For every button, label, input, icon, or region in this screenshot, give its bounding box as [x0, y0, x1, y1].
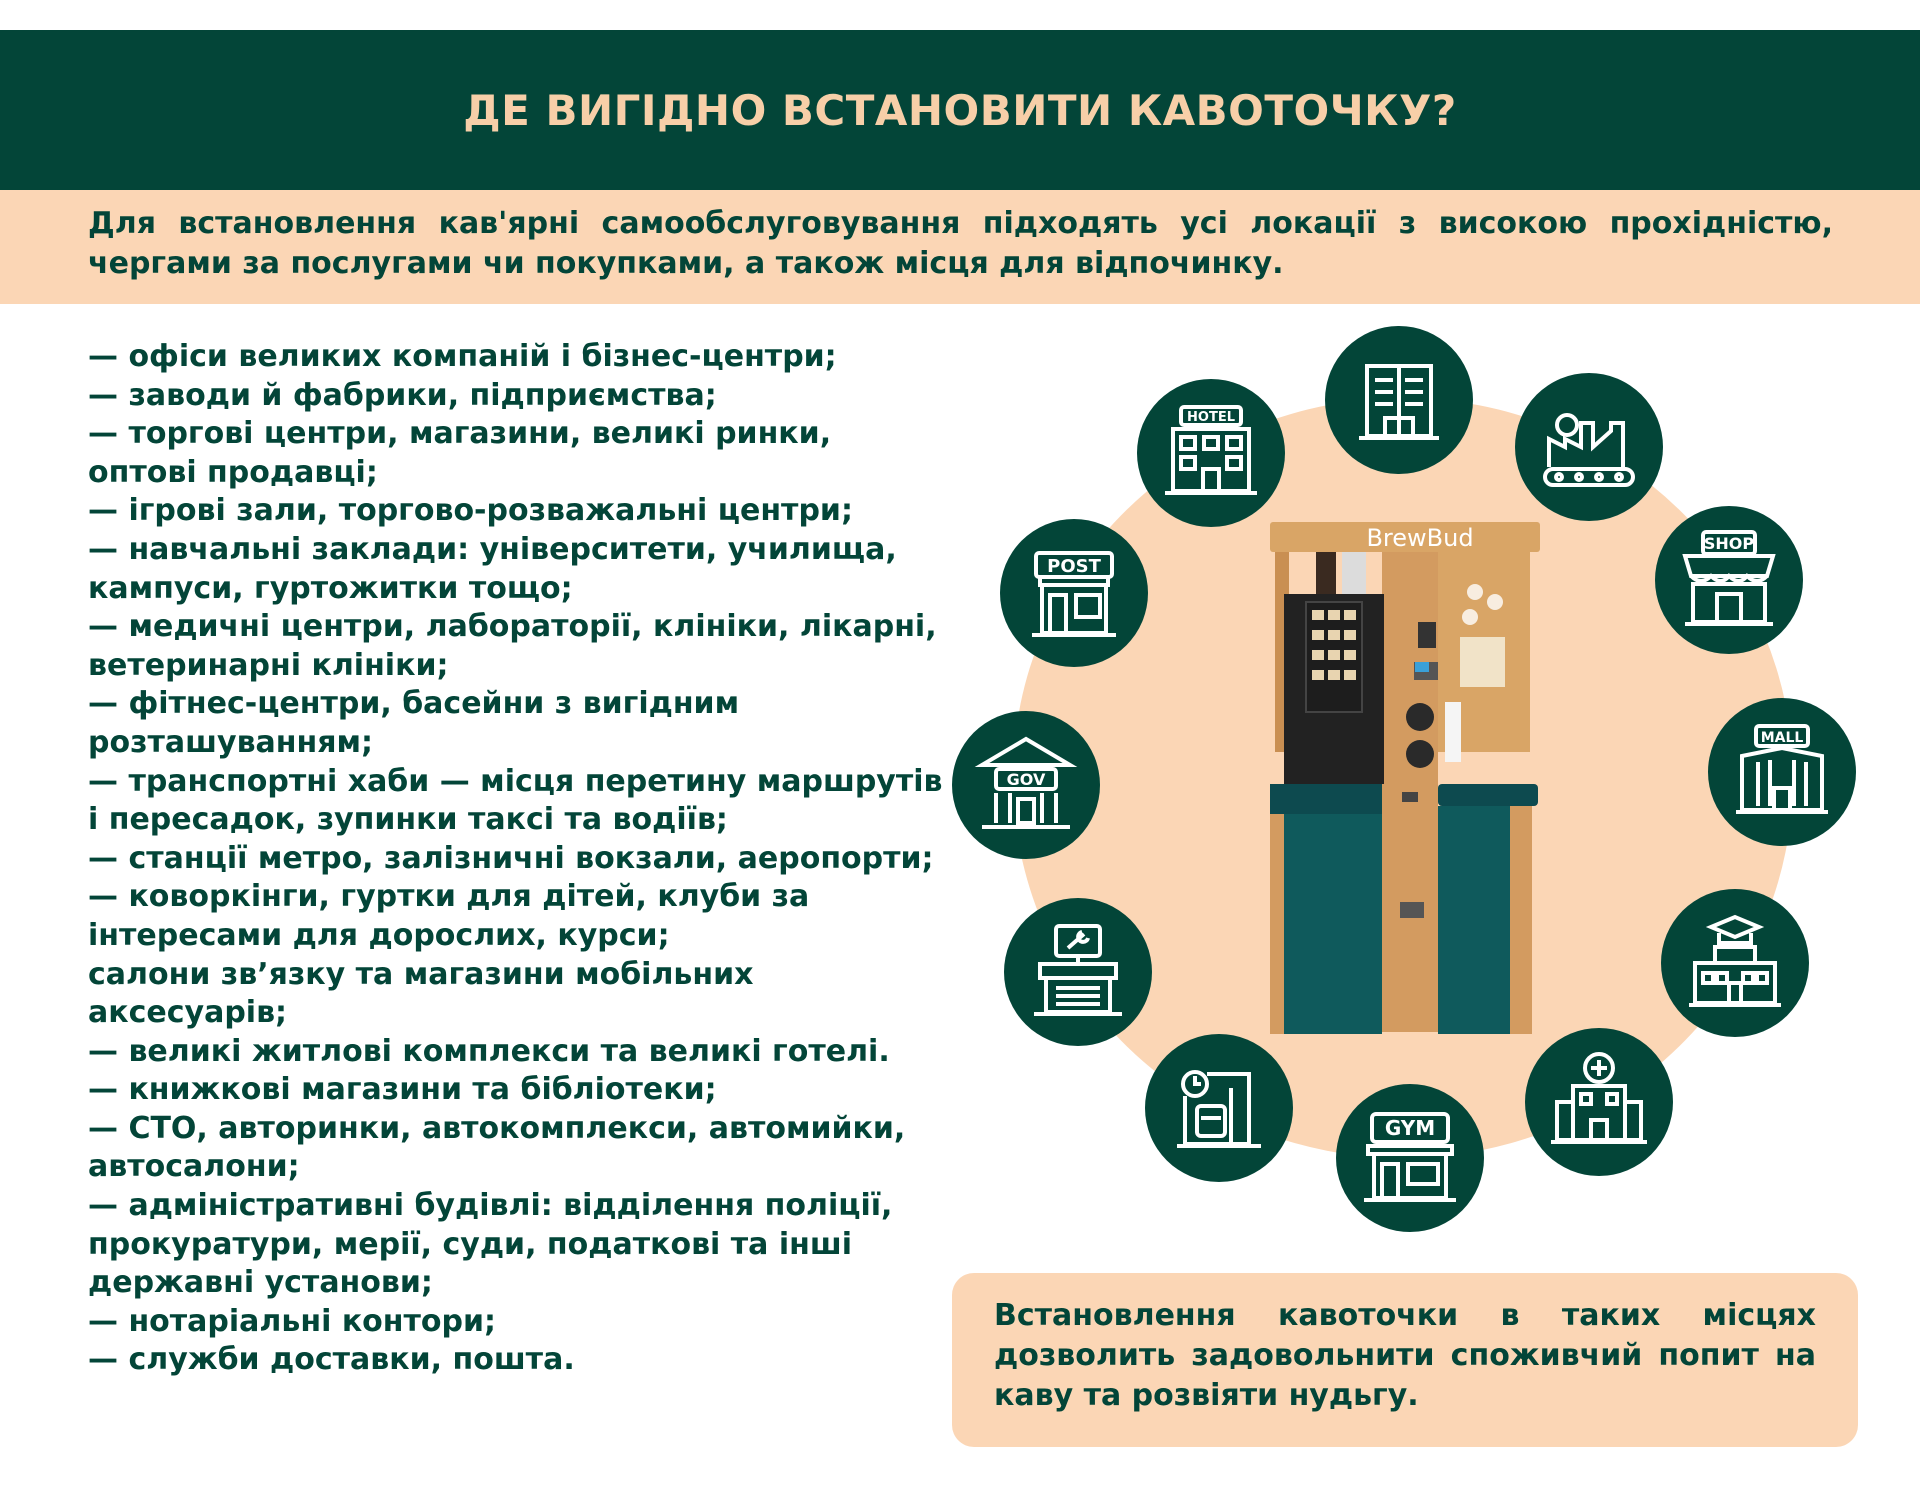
list-item: — станції метро, залізничні вокзали, аеропорти; [88, 840, 934, 876]
coffee-kiosk-image [1270, 522, 1540, 1035]
gym-sign-label: GYM [1384, 1116, 1436, 1140]
mall-icon [1708, 698, 1856, 846]
shop-icon [1655, 506, 1803, 654]
location-list [88, 338, 948, 1380]
list-item: — коворкінги, гуртки для дітей, клуби за інтересами для дорослих, курси; [88, 879, 810, 953]
list-item: — торгові центри, магазини, великі ринки, оптові продавці; [88, 416, 832, 490]
post-sign-label: POST [1047, 556, 1101, 577]
list-item: — СТО, авторинки, автокомплекси, автомийки, автосалони; [88, 1110, 906, 1185]
intro-text: Для встановлення кав'ярні самообслуговування підходять усі локації з високою прохідністю, чергами за послугами чи покупками, а також місця для відпочинку. [88, 206, 1833, 281]
header-banner [0, 30, 1920, 190]
post-office-icon [1000, 519, 1148, 667]
intro-banner [0, 190, 1920, 304]
kiosk-brand-label: BrewBud [1366, 524, 1474, 552]
list-item: — фітнес-центри, басейни з вигідним розташуванням; [88, 686, 740, 760]
list-item: — офіси великих компаній і бізнес-центри; [88, 339, 837, 374]
office-building-icon [1325, 326, 1473, 474]
transport-station-icon [1145, 1034, 1293, 1182]
conclusion-text: Встановлення кавоточки в таких місцях дозволить задовольнити споживчий попит на каву та розвіяти нудьгу. [994, 1298, 1816, 1413]
gov-sign-label: GOV [1006, 770, 1046, 789]
hotel-sign-label: HOTEL [1187, 410, 1235, 425]
list-item: — транспортні хаби — місця перетину маршрутів і пересадок, зупинки таксі та водіїв; [88, 763, 943, 838]
government-building-icon [952, 711, 1100, 859]
list-item: — адміністративні будівлі: відділення поліції, прокуратури, мерії, суди, податкові та інші державні установи; [88, 1188, 893, 1301]
list-item: салони зв’язку та магазини мобільних аксесуарів; [88, 956, 754, 1031]
conclusion-box [952, 1273, 1858, 1447]
list-item: — заводи й фабрики, підприємства; [88, 377, 717, 413]
list-item: — нотаріальні контори; [88, 1303, 497, 1339]
university-icon [1661, 889, 1809, 1037]
list-item: — медичні центри, лабораторії, клініки, лікарні, ветеринарні клініки; [88, 609, 937, 683]
mall-sign-label: MALL [1760, 730, 1804, 746]
hotel-icon [1137, 379, 1285, 527]
list-item: — великі житлові комплекси та великі готелі. [88, 1033, 890, 1069]
list-item: — ігрові зали, торгово-розважальні центри; [88, 493, 853, 529]
list-item: — навчальні заклади: університети, училища, кампуси, гуртожитки тощо; [88, 531, 897, 606]
hospital-icon [1525, 1028, 1673, 1176]
shop-sign-label: SHOP [1703, 534, 1755, 553]
page-title: ДЕ ВИГІДНО ВСТАНОВИТИ КАВОТОЧКУ? [463, 85, 1457, 135]
list-item: — служби доставки, пошта. [88, 1342, 575, 1378]
factory-icon [1515, 373, 1663, 521]
repair-service-icon [1004, 898, 1152, 1046]
list-item: — книжкові магазини та бібліотеки; [88, 1072, 717, 1108]
gym-icon [1336, 1084, 1484, 1232]
